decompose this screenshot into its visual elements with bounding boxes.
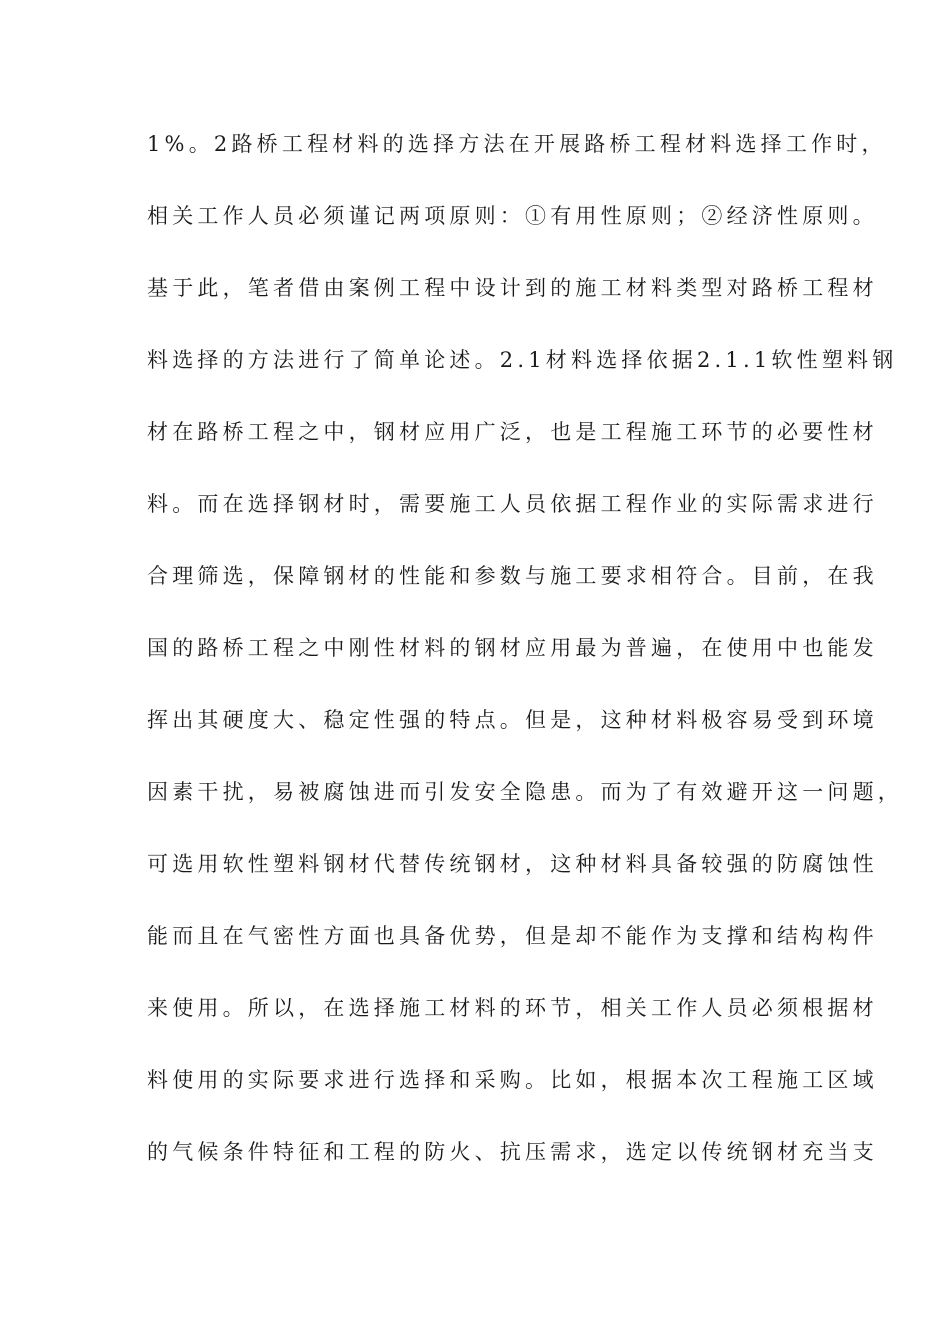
text-line: 料使用的实际要求进行选择和采购。比如，根据本次工程施工区域: [147, 1068, 878, 1092]
text-line: 可选用软性塑料钢材代替传统钢材，这种材料具备较强的防腐蚀性: [147, 852, 878, 876]
text-line: 合理筛选，保障钢材的性能和参数与施工要求相符合。目前，在我: [147, 564, 878, 588]
text-line: 相关工作人员必须谨记两项原则：①有用性原则；②经济性原则。: [147, 204, 878, 228]
text-line: 来使用。所以，在选择施工材料的环节，相关工作人员必须根据材: [147, 996, 878, 1020]
text-line: 基于此，笔者借由案例工程中设计到的施工材料类型对路桥工程材: [147, 276, 878, 300]
body-text: [147, 129, 903, 1209]
text-line: 能而且在气密性方面也具备优势，但是却不能作为支撑和结构构件: [147, 924, 878, 948]
text-line: 因素干扰，易被腐蚀进而引发安全隐患。而为了有效避开这一问题，: [147, 780, 903, 804]
text-line: 挥出其硬度大、稳定性强的特点。但是，这种材料极容易受到环境: [147, 708, 878, 732]
text-line: 材在路桥工程之中，钢材应用广泛，也是工程施工环节的必要性材: [147, 420, 878, 444]
text-line: 料选择的方法进行了简单论述。2.1材料选择依据2.1.1软性塑料钢: [147, 348, 898, 372]
text-line: 料。而在选择钢材时，需要施工人员依据工程作业的实际需求进行: [147, 492, 878, 516]
text-line: 的气候条件特征和工程的防火、抗压需求，选定以传统钢材充当支: [147, 1140, 878, 1164]
text-line: 1%。2路桥工程材料的选择方法在开展路桥工程材料选择工作时，: [147, 132, 887, 156]
text-line: 国的路桥工程之中刚性材料的钢材应用最为普遍，在使用中也能发: [147, 636, 878, 660]
